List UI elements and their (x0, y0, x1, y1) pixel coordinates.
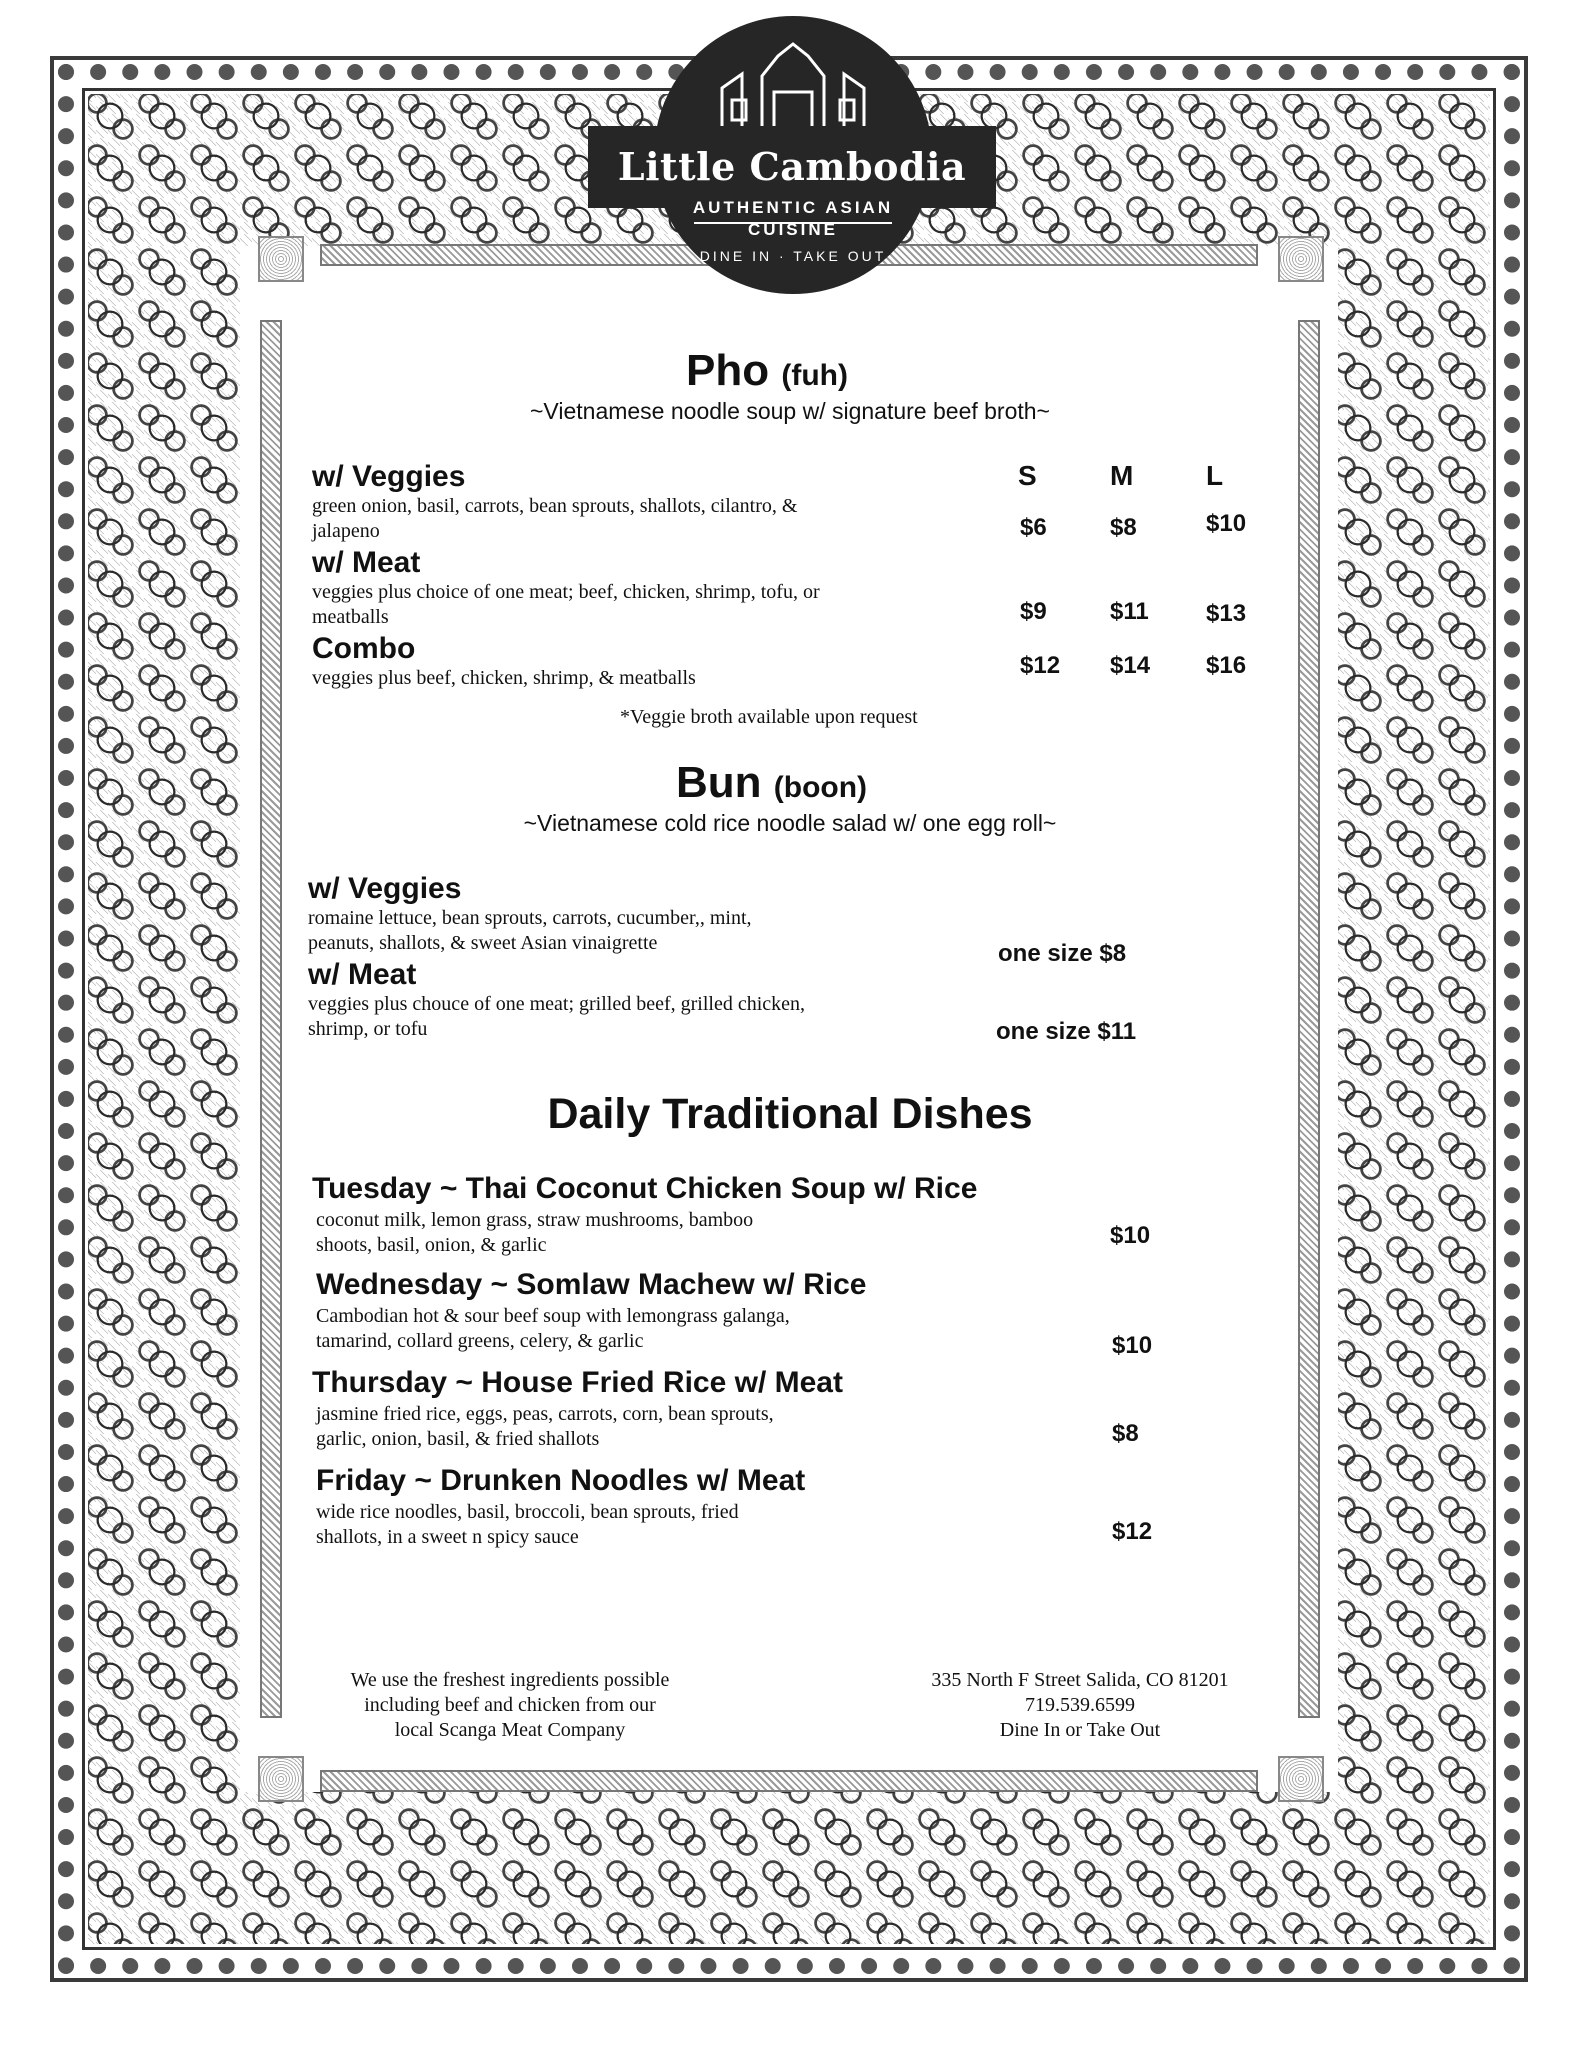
logo-tagline-cuisine: CUISINE (748, 220, 838, 239)
daily-title: Daily Traditional Dishes (547, 1090, 1033, 1138)
ingredients-note (300, 1668, 720, 1743)
logo-name: Little Cambodia (588, 126, 996, 208)
pho-item-desc: veggies plus choice of one meat; beef, chicken, shrimp, tofu, or meatballs (312, 581, 820, 628)
pho-item-name: w/ Meat (312, 546, 421, 579)
corner-ornament (1278, 1756, 1324, 1802)
price-l: $10 (1206, 510, 1247, 537)
bun-item-name: w/ Veggies (308, 872, 462, 905)
corner-ornament (258, 1756, 304, 1802)
daily-item-name: Thursday ~ House Fried Rice w/ Meat (312, 1366, 843, 1399)
bun-item-name: w/ Meat (308, 958, 417, 991)
ingredients-line: local Scanga Meat Company (394, 1719, 626, 1741)
daily-item-name: Wednesday ~ Somlaw Machew w/ Rice (316, 1268, 867, 1301)
hatched-band-left (260, 320, 282, 1718)
bun-pronunciation: (boon) (773, 771, 868, 804)
pho-item-desc: veggies plus beef, chicken, shrimp, & meatballs (312, 667, 696, 689)
corner-ornament (258, 236, 304, 282)
size-header-m: M (1110, 460, 1134, 491)
pho-title-text: Pho (686, 346, 770, 395)
phone-number: 719.539.6599 (1025, 1694, 1135, 1716)
service-options: Dine In or Take Out (999, 1719, 1161, 1741)
address: 335 North F Street Salida, CO 81201 (931, 1669, 1229, 1691)
price-s: $12 (1020, 652, 1061, 679)
pho-pronunciation: (fuh) (781, 359, 848, 392)
bun-price: one size $11 (996, 1018, 1137, 1045)
pho-item-desc: green onion, basil, carrots, bean sprouts, shallots, cilantro, & jalapeno (312, 495, 798, 542)
price-m: $8 (1110, 514, 1137, 541)
daily-item-desc: Cambodian hot & sour beef soup with lemongrass galanga, tamarind, collard greens, celery, & garlic (316, 1305, 790, 1352)
daily-price: $10 (1112, 1332, 1153, 1359)
ingredients-line: including beef and chicken from our (364, 1694, 656, 1716)
hatched-band-right (1298, 320, 1320, 1718)
hatched-band-bottom (320, 1770, 1258, 1792)
pho-title (686, 346, 848, 396)
logo-tagline: AUTHENTIC ASIAN (692, 198, 894, 217)
daily-price: $10 (1110, 1222, 1151, 1249)
bun-price: one size $8 (998, 940, 1127, 967)
contact-info (880, 1668, 1280, 1743)
pho-note: *Veggie broth available upon request (620, 706, 918, 728)
ingredients-line: We use the freshest ingredients possible (350, 1669, 670, 1691)
price-l: $16 (1206, 652, 1247, 679)
price-m: $11 (1110, 598, 1149, 625)
pho-subtitle: ~Vietnamese noodle soup w/ signature beef broth~ (530, 398, 1050, 424)
daily-item-desc: jasmine fried rice, eggs, peas, carrots, corn, bean sprouts, garlic, onion, basil, & fried shallots (316, 1403, 774, 1450)
pho-item-name: w/ Veggies (312, 460, 466, 493)
daily-item-desc: wide rice noodles, basil, broccoli, bean sprouts, fried shallots, in a sweet n spicy sauce (316, 1501, 739, 1548)
daily-item-name: Tuesday ~ Thai Coconut Chicken Soup w/ Rice (312, 1172, 978, 1205)
bun-item-desc: romaine lettuce, bean sprouts, carrots, cucumber,, mint, peanuts, shallots, & sweet Asian vinaigrette (308, 907, 752, 954)
price-s: $9 (1020, 598, 1047, 625)
price-l: $13 (1206, 600, 1247, 627)
price-m: $14 (1110, 652, 1151, 679)
size-header-s: S (1018, 460, 1037, 491)
daily-item-desc: coconut milk, lemon grass, straw mushrooms, bamboo shoots, basil, onion, & garlic (316, 1209, 754, 1256)
pho-item-name: Combo (312, 632, 416, 665)
daily-item-name: Friday ~ Drunken Noodles w/ Meat (316, 1464, 806, 1497)
bun-item-desc: veggies plus chouce of one meat; grilled beef, grilled chicken, shrimp, or tofu (308, 993, 806, 1040)
bun-title (676, 758, 867, 808)
size-header-l: L (1206, 460, 1224, 491)
logo-service: DINE IN · TAKE OUT (699, 248, 887, 264)
daily-price: $8 (1112, 1420, 1139, 1447)
bun-subtitle: ~Vietnamese cold rice noodle salad w/ one egg roll~ (523, 810, 1057, 836)
bun-title-text: Bun (676, 758, 762, 807)
price-s: $6 (1020, 514, 1047, 541)
corner-ornament (1278, 236, 1324, 282)
daily-price: $12 (1112, 1518, 1153, 1545)
